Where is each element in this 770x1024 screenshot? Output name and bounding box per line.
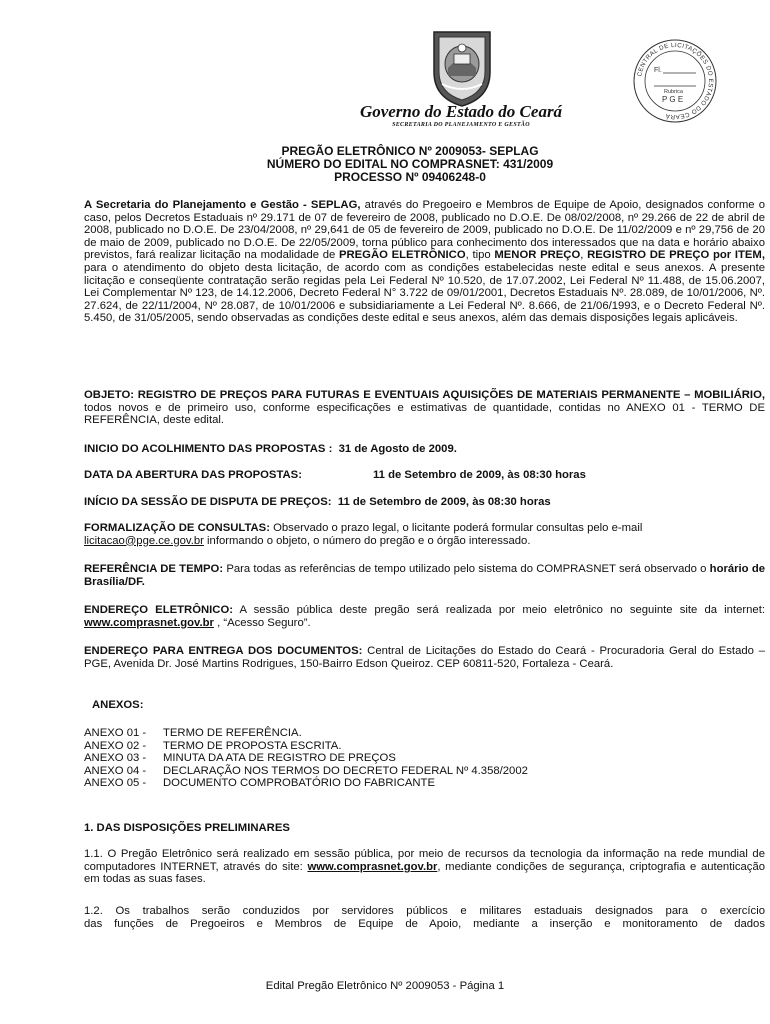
intro-bold-3: REGISTRO DE PREÇO por ITEM, [587,249,765,262]
anexo-item [84,777,765,790]
anexos-title: ANEXOS: [92,699,144,711]
abertura-value: 11 de Setembro de 2009, às 08:30 horas [373,469,586,481]
consultas-text-1: Observado o prazo legal, o licitante poderá formular consultas pelo e-mail [269,522,643,534]
ceara-coat-of-arms-icon [428,28,496,108]
svg-text:CENTRAL DE LICITAÇÕES DO ESTAD: CENTRAL DE LICITAÇÕES DO ESTADO DO CEARÁ [636,41,715,121]
intro-paragraph [84,199,765,325]
anexo-num: ANEXO 02 - [84,739,147,752]
anexo-desc: MINUTA DA ATA DE REGISTRO DE PREÇOS [163,752,396,765]
page-footer: Edital Pregão Eletrônico Nº 2009053 - Página 1 [265,980,505,992]
objeto-text: todos novos e de primeiro uso, conforme especificações e estimativas de quantidade, contidas no ANEXO 01 - TERMO DE REFERÊNCIA, deste edital. [84,401,765,427]
consultas-paragraph [84,522,765,547]
objeto-paragraph [84,389,765,427]
disputa-label: INÍCIO DA SESSÃO DE DISPUTA DE PREÇOS: [84,496,332,508]
consultas-label: FORMALIZAÇÃO DE CONSULTAS: [84,522,270,534]
intro-bold-1: PREGÃO ELETRÔNICO [338,249,466,262]
tempo-label: REFERÊNCIA DE TEMPO: [84,563,224,575]
comprasnet-link[interactable]: www.comprasnet.gov.br [84,616,214,629]
svg-text:Fl.: Fl. [654,67,662,74]
anexo-num: ANEXO 04 - [84,764,147,777]
anexo-num: ANEXO 05 - [84,777,147,790]
licitacoes-stamp-icon [632,38,718,124]
intro-text-4: para o atendimento do objeto desta licitação, de acordo com as condições estabelecidas neste edital e seus anexos. A presente licitação e conseqüente contratação serão regidas pela Lei Federal Nº 10.520, de 17.07.2002, Lei Federal Nº 11.488, de 15.06.2007, Lei Complementar Nº 123, de 14.12.2006, Decreto Federal N° 3.722 de 09/01/2001, Decretos Estaduais Nº. 28.089, de 10/01/2006, Nº. 27.624, de 22/11/2004, Nº 28.087, de 10/01/2006 e subsidiariamente a Lei Federal Nº. 8.666, de 21/06/1993, e o Decreto Federal Nº. 5.450, de 31/05/2005, sendo observadas as condições deste edital e seus anexos, além das demais disposições legais aplicáveis. [84,261,765,325]
intro-bold-2: MENOR PREÇO [494,249,581,262]
section-1-1-paragraph [84,848,765,886]
acolhimento-label: INICIO DO ACOLHIMENTO DAS PROPOSTAS : [84,443,333,455]
consultas-text-2: informando o objeto, o número do pregão e o órgão interessado. [203,534,531,547]
acolhimento-value: 31 de Agosto de 2009. [338,443,457,455]
abertura-line [84,469,765,482]
eletronico-label: ENDEREÇO ELETRÔNICO: [84,604,234,616]
section-1-1-text-a: 1.1. O Pregão Eletrônico será realizado em sessão pública, por meio de recursos da tecnologia da informação na rede mundial de computadores INTERNET, através do site: [84,848,765,873]
intro-text-3: , [580,249,588,262]
processo-number: PROCESSO Nº 09406248-0 [334,170,486,184]
eletronico-text-2: , “Acesso Seguro”. [213,616,311,629]
tempo-bold: horário de Brasília/DF. [84,563,766,588]
anexo-num: ANEXO 03 - [84,752,147,765]
anexo-item [84,727,765,740]
consultas-email-link[interactable]: licitacao@pge.ce.gov.br [84,534,204,547]
section-1-1-text-b: , mediante condições de segurança, criptografia e autenticação em todas as suas fases. [84,860,766,886]
anexo-item [84,752,765,765]
anexo-desc: DECLARAÇÃO NOS TERMOS DO DECRETO FEDERAL Nº 4.358/2002 [163,764,528,777]
entrega-label: ENDEREÇO PARA ENTREGA DOS DOCUMENTOS: [84,645,363,657]
abertura-label: DATA DA ABERTURA DAS PROPOSTAS: [84,469,302,481]
section-1-2-line-2: das funções de Pregoeiros e Membros de Equipe de Apoio, mediante a inserção e monitoramento de dados [84,918,765,930]
tempo-text: Para todas as referências de tempo utilizado pelo sistema do COMPRASNET será observado o [223,563,710,575]
eletronico-paragraph [84,604,765,629]
anexo-desc: TERMO DE PROPOSTA ESCRITA. [163,739,342,752]
intro-lead: A Secretaria do Planejamento e Gestão - SEPLAG, [84,199,361,211]
pregao-number: PREGÃO ELETRÔNICO Nº 2009053- SEPLAG [281,144,539,158]
anexo-desc: DOCUMENTO COMPROBATÓRIO DO FABRICANTE [163,777,435,790]
eletronico-text-1: A sessão pública deste pregão será realizada por meio eletrônico no seguinte site da internet: [233,604,765,616]
disputa-value: 11 de Setembro de 2009, às 08:30 horas [337,496,551,508]
edital-number: NÚMERO DO EDITAL NO COMPRASNET: 431/2009 [266,157,554,171]
entrega-paragraph [84,645,765,670]
acolhimento-line [84,443,765,456]
anexo-item [84,765,765,778]
government-title: Governo do Estado do Ceará [359,102,563,121]
government-subtitle: SECRETARIA DO PLANEJAMENTO E GESTÃO [392,122,530,128]
anexo-desc: TERMO DE REFERÊNCIA. [163,727,302,739]
svg-text:P G E: P G E [662,95,684,104]
section-1-title: 1. DAS DISPOSIÇÕES PRELIMINARES [84,822,290,834]
anexo-item [84,740,765,753]
intro-text-1: através do Pregoeiro e Membros de Equipe de Apoio, designados conforme o caso, pelos Decretos Estaduais nº 29.171 de 07 de fevereiro de 2008, publicado no D.O.E. De 08/02/2008, nº 29.266 de 22 de abril de 2008, publicado no D.O.E. De 23/04/2008, nº 29,641 de 05 de fevereiro de 2009, publicado no D.O.E. De 11/02/2009 e nº 29,756 de 20 de maio de 2009, publicado no D.O.E. De 22/05/2009, torna público para conhecimento dos interessados que na data e horário abaixo previstos, fará realizar licitação na modalidade de [84,199,765,262]
comprasnet-link-2[interactable]: www.comprasnet.gov.br [307,860,438,873]
anexo-num: ANEXO 01 - [84,727,147,739]
intro-text-2: , tipo [465,249,495,262]
objeto-label: OBJETO: REGISTRO DE PREÇOS PARA FUTURAS E EVENTUAIS AQUISIÇÕES DE MATERIAIS PERMANENTE – MOBILIÁRIO, [84,389,765,401]
anexos-list [84,727,765,790]
tempo-paragraph [84,563,765,588]
entrega-text: Central de Licitações do Estado do Ceará - Procuradoria Geral do Estado – PGE, Avenida Dr. José Martins Rodrigues, 150-Bairro Edson Queiroz. CEP 60811-520, Fortaleza - Ceará. [84,645,765,670]
svg-text:Rubrica: Rubrica [664,89,683,95]
disputa-line [84,496,765,509]
section-1-2-line-1: 1.2. Os trabalhos serão conduzidos por servidores públicos e militares estaduais designados para o exercício [84,905,765,917]
